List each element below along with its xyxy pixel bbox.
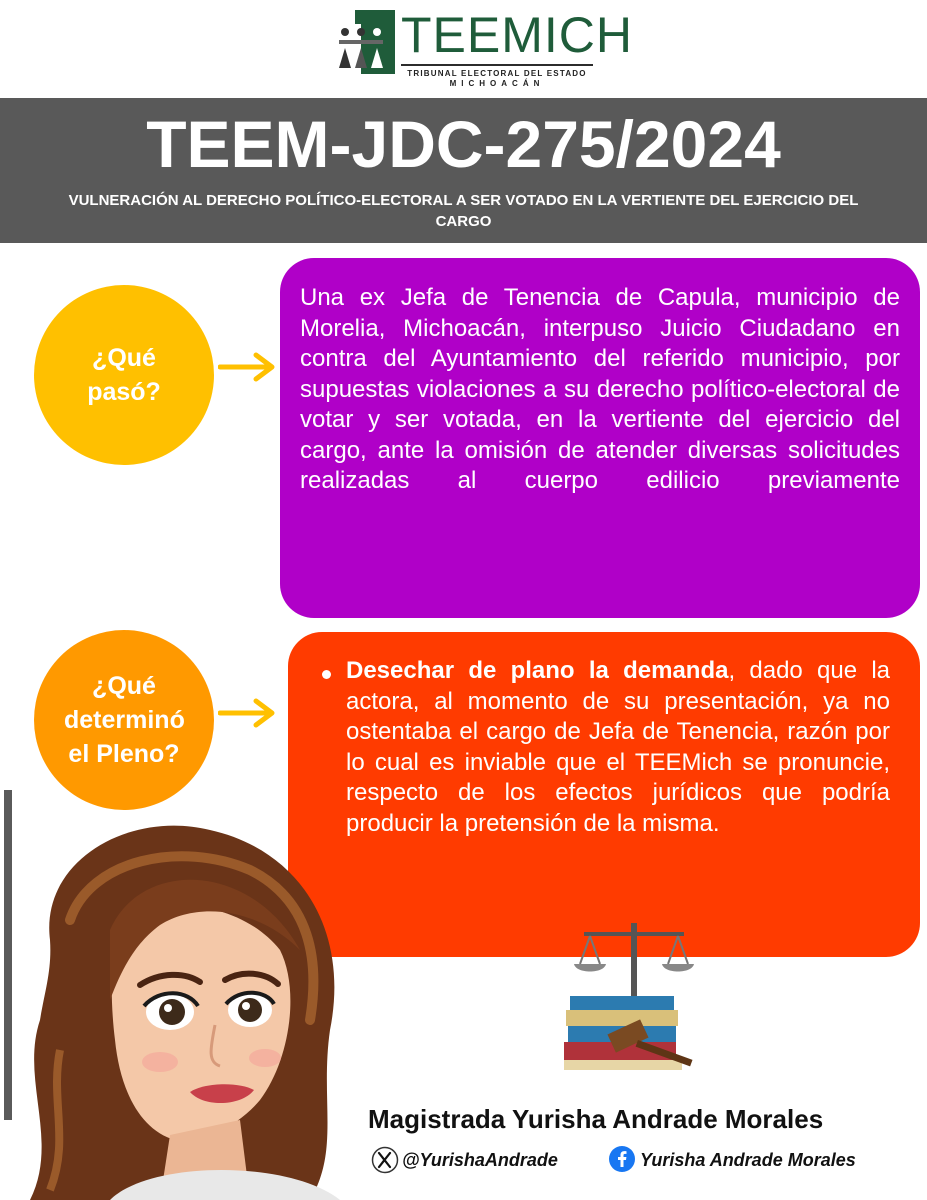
- what-happened-text: Una ex Jefa de Tenencia de Capula, municipio de Morelia, Michoacán, interpuso Juicio Ciudadano en contra del Ayuntamiento del referido municipio, por supuestas violaciones a su derecho político-electoral de votar y ser votada, en la vertiente del ejercicio del cargo, ante la omisión de atender diversas solicitudes realizadas al cuerpo edilicio previamente: [300, 284, 900, 494]
- logo-wordmark: TEEMICH: [401, 7, 633, 63]
- question-label: ¿Qué pasó?: [87, 344, 161, 406]
- magistrate-avatar-illustration: [10, 800, 370, 1200]
- x-icon[interactable]: [371, 1146, 399, 1174]
- facebook-name-link[interactable]: Yurisha Andrade Morales: [640, 1150, 856, 1170]
- question-circle-what-happened: [34, 285, 214, 465]
- arrow-right-icon: [218, 352, 278, 382]
- case-subtitle: VULNERACIÓN AL DERECHO POLÍTICO-ELECTORAL A SER VOTADO EN LA VERTIENTE DEL EJERCICIO DEL CARGO: [68, 192, 859, 230]
- logo-mark-icon: [335, 10, 395, 74]
- question-circle-plenary-decision: [34, 630, 214, 810]
- decision-bold-lead: Desechar de plano la demanda: [346, 657, 729, 684]
- facebook-icon[interactable]: [609, 1146, 635, 1172]
- teemich-logo: [335, 7, 633, 100]
- magistrate-name: Magistrada Yurisha Andrade Morales: [368, 1104, 824, 1134]
- x-handle-link[interactable]: @YurishaAndrade: [402, 1150, 558, 1170]
- case-number-title: TEEM-JDC-275/2024: [146, 107, 781, 181]
- bullet-icon: [322, 670, 331, 679]
- logo-subtitle-2: MICHOACÁN: [449, 79, 545, 88]
- decision-body: , dado que la actora, al momento de su presentación, ya no ostentaba el cargo de Jefa de Tenencia, razón por lo cual es inviable que el TEEMich se pronuncie, respecto de los efectos jurídicos que podría producir la pretensión de la misma.: [346, 657, 891, 837]
- question-label: ¿Qué determinó el Pleno?: [64, 672, 185, 768]
- justice-illustration: [560, 918, 710, 1078]
- scales-icon: [574, 923, 694, 1003]
- logo-subtitle-1: TRIBUNAL ELECTORAL DEL ESTADO: [407, 69, 587, 78]
- plenary-decision-text: [346, 656, 890, 839]
- logo-divider: [401, 64, 593, 66]
- arrow-right-icon: [218, 698, 278, 728]
